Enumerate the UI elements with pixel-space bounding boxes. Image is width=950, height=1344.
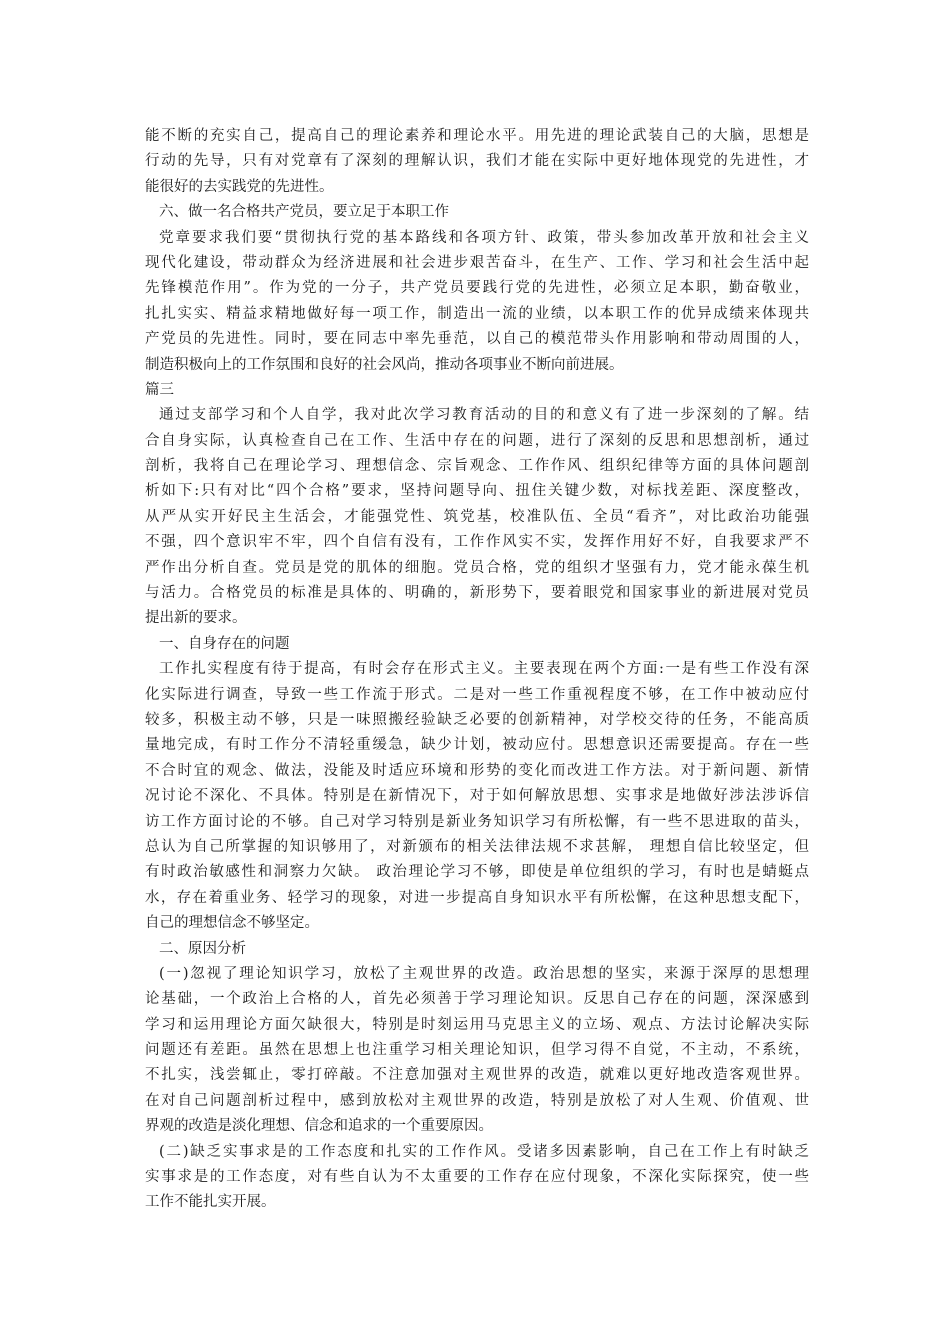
text-line: 在对自己问题剖析过程中，感到放松对主观世界的改造，特别是放松了对人生观、价值观、世 — [145, 1092, 809, 1109]
text-line: 与活力。合格党员的标准是具体的、明确的，新形势下，要着眼党和国家事业的新进展对党员 — [145, 585, 809, 602]
text-line: 现代化建设，带动群众为经济进展和社会进步艰苦奋斗，在生产、工作、学习和社会生活中起 — [145, 254, 809, 271]
text-line: 况讨论不深化、不具体。特别是在新情况下，对于如何解放思想、实事求是地做好涉法涉诉信 — [145, 788, 809, 805]
body-paragraph — [145, 1140, 809, 1216]
text-line: 严作出分析自查。党员是党的肌体的细胞。党员合格，党的组织才坚强有力，党才能永葆生机 — [145, 559, 809, 576]
text-line: 实事求是的工作态度，对有些自认为不太重要的工作存在应付现象，不深化实际探究，使一些 — [145, 1169, 809, 1186]
text-line: 通过支部学习和个人自学，我对此次学习教育活动的目的和意义有了进一步深刻的了解。结 — [159, 407, 809, 424]
text-line: 化实际进行调查，导致一些工作流于形式。二是对一些工作重视程度不够，在工作中被动应付 — [145, 686, 809, 703]
body-paragraph — [145, 962, 809, 1140]
section-label — [145, 378, 809, 403]
text-line: 产党员的先进性。同时，要在同志中率先垂范，以自己的模范带头作用影响和带动周围的人， — [145, 331, 809, 348]
text-line: 问题还有差距。虽然在思想上也注重学习相关理论知识，但学习得不自觉，不主动，不系统， — [145, 1042, 809, 1059]
text-line: 制造积极向上的工作氛围和良好的社会风尚，推动各项事业不断向前进展。 — [145, 356, 624, 373]
text-line: 剖析，我将自己在理论学习、理想信念、宗旨观念、工作作风、组织纪律等方面的具体问题剖 — [145, 458, 809, 475]
body-paragraph — [145, 226, 809, 378]
text-line: 能很好的去实践党的先进性。 — [145, 178, 334, 195]
text-line: 不扎实，浅尝辄止，零打碎敲。不注意加强对主观世界的改造，就难以更好地改造客观世界。 — [145, 1067, 809, 1084]
text-line: 六、做一名合格共产党员，要立足于本职工作 — [159, 204, 449, 221]
text-line: 访工作方面讨论的不够。自己对学习特别是新业务知识学习有所松懈，有一些不思进取的苗头， — [145, 813, 809, 830]
text-line: 合自身实际，认真检查自己在工作、生活中存在的问题，进行了深刻的反思和思想剖析，通过 — [145, 432, 809, 449]
document-page — [145, 124, 809, 1216]
text-line: 有时政治敏感性和洞察力欠缺。 政治理论学习不够，即使是单位组织的学习，有时也是蜻蜓点 — [145, 864, 809, 881]
body-paragraph — [145, 657, 809, 936]
text-line: 一、自身存在的问题 — [159, 635, 290, 652]
text-line: 学习和运用理论方面欠缺很大，特别是时刻运用马克思主义的立场、观点、方法讨论解决实际 — [145, 1016, 809, 1033]
text-line: 篇三 — [145, 381, 174, 398]
text-line: 析如下:只有对比“四个合格”要求，坚持问题导向、扭住关键少数，对标找差距、深度整改， — [145, 483, 809, 500]
body-paragraph — [145, 403, 809, 632]
text-line: (一)忽视了理论知识学习，放松了主观世界的改造。政治思想的坚实，来源于深厚的思想理 — [159, 965, 809, 982]
text-line: 工作扎实程度有待于提高，有时会存在形式主义。主要表现在两个方面:一是有些工作没有深 — [159, 661, 809, 678]
text-line: 不合时宜的观念、做法，没能及时适应环境和形势的变化而改进工作方法。对于新问题、新情 — [145, 762, 809, 779]
text-line: 能不断的充实自己，提高自己的理论素养和理论水平。用先进的理论武装自己的大脑，思想是 — [145, 128, 809, 144]
text-line: 水，存在着重业务、轻学习的现象，对进一步提高自身知识水平有所松懈，在这种思想支配下， — [145, 889, 809, 906]
text-line: 提出新的要求。 — [145, 610, 247, 627]
section-heading — [145, 937, 809, 962]
text-line: 先锋模范作用”。作为党的一分子，共产党员要践行党的先进性，必须立足本职，勤奋敬业， — [145, 280, 809, 297]
body-paragraph — [145, 124, 809, 200]
section-heading — [145, 200, 809, 225]
text-line: 量地完成，有时工作分不清轻重缓急，缺少计划，被动应付。思想意识还需要提高。存在一些 — [145, 737, 809, 754]
text-line: 工作不能扎实开展。 — [145, 1194, 276, 1211]
section-heading — [145, 632, 809, 657]
text-line: 较多，积极主动不够，只是一味照搬经验缺乏必要的创新精神，对学校交待的任务，不能高质 — [145, 711, 809, 728]
text-line: 从严从实开好民主生活会，才能强党性、筑党基，校准队伍、全员“看齐”，对比政治功能强 — [145, 508, 809, 525]
text-line: 界观的改造是淡化理想、信念和追求的一个重要原因。 — [145, 1118, 493, 1135]
text-line: 扎扎实实、精益求精地做好每一项工作，制造出一流的业绩，以本职工作的优异成绩来体现共 — [145, 305, 809, 322]
text-line: 二、原因分析 — [159, 940, 246, 957]
text-line: 行动的先导，只有对党章有了深刻的理解认识，我们才能在实际中更好地体现党的先进性，才 — [145, 153, 809, 170]
text-line: 自己的理想信念不够坚定。 — [145, 915, 319, 932]
text-line: 党章要求我们要“贯彻执行党的基本路线和各项方针、政策，带头参加改革开放和社会主义 — [159, 229, 809, 246]
text-line: 论基础，一个政治上合格的人，首先必须善于学习理论知识。反思自己存在的问题，深深感到 — [145, 991, 809, 1008]
text-line: 总认为自己所掌握的知识够用了，对新颁布的相关法律法规不求甚解， 理想自信比较坚定，但 — [145, 838, 809, 855]
text-line: (二)缺乏实事求是的工作态度和扎实的工作作风。受诸多因素影响，自己在工作上有时缺乏 — [159, 1143, 809, 1160]
text-line: 不强，四个意识牢不牢，四个自信有没有，工作作风实不实，发挥作用好不好，自我要求严不 — [145, 534, 809, 551]
